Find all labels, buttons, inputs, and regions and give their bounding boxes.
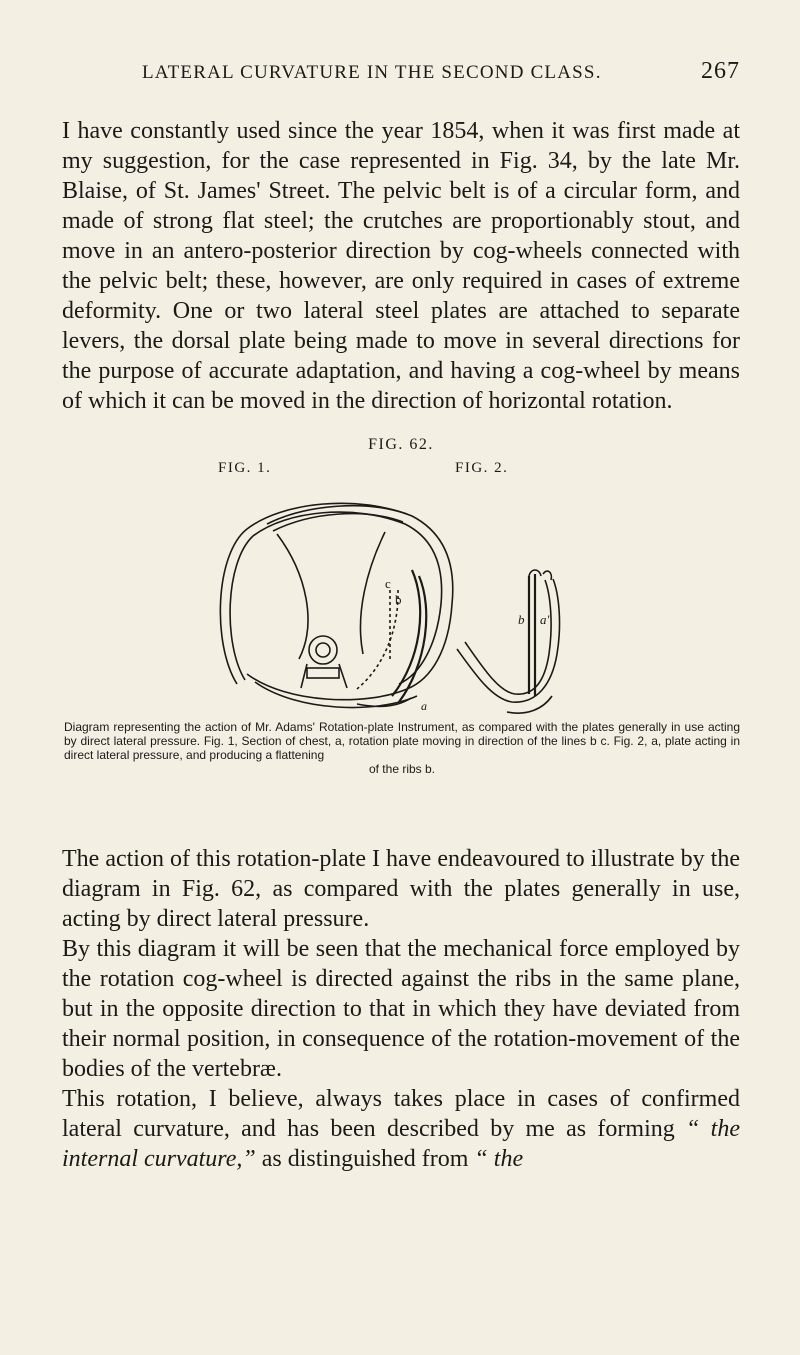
label-b-fig2: b	[518, 612, 525, 627]
figure-sub-label-1: FIG. 1.	[218, 460, 272, 476]
page-number: 267	[701, 58, 740, 84]
caption-last-line: of the ribs b.	[368, 762, 436, 776]
paragraph-2: The action of this rotation-plate I have endeavoured to illustrate by the diagram in Fig. 62, as compared with the plates generally in use, acting by direct lateral pressure.	[62, 846, 740, 932]
rotation-plate-2	[399, 576, 426, 702]
vertebra-body	[309, 636, 337, 664]
chest-outline-inner	[230, 512, 442, 684]
rotation-plate-diagram	[207, 484, 617, 719]
paragraph-3: By this diagram it will be seen that the mechanical force employed by the rotation cog-wheel is directed against the ribs in the same plane, but in the opposite direction to that in which they have deviated from their normal position, in consequence of the rotation-movement of the bodies of the vertebræ.	[62, 936, 740, 1082]
fig2-chest-section	[457, 570, 560, 713]
label-b: b	[395, 592, 402, 607]
fig2-rib-curve	[457, 579, 560, 702]
caption-text: Diagram representing the action of Mr. Adams' Rotation-plate Instrument, as compared with the plates generally in use acting by direct lateral pressure. Fig. 1, Section of chest, a, rotation plate moving in direction of the lines b c. Fig. 2, a, plate acting in direct lateral pressure, and producing a flattening	[64, 720, 740, 762]
label-a: a	[421, 699, 427, 713]
rib-line-left	[277, 534, 308, 659]
label-c: c	[385, 576, 391, 591]
rib-band-top-2	[273, 514, 403, 531]
paragraph-4-quote: “ the internal curvature,”	[62, 1116, 740, 1172]
rib-line-right	[360, 532, 385, 654]
paragraph-4-start: This rotation, I believe, always takes place in cases of confirmed lateral curvature, and has been described by me as forming	[62, 1086, 740, 1142]
vertebra-base	[307, 668, 339, 678]
rotation-line-b	[357, 590, 398, 689]
running-title: LATERAL CURVATURE IN THE SECOND CLASS.	[142, 62, 602, 83]
paragraph-4-end: “ the	[474, 1146, 524, 1172]
running-header	[62, 58, 740, 98]
paragraph-4-mid: as distinguished from	[255, 1146, 475, 1172]
figure-caption	[64, 720, 740, 776]
figure-sub-label-2: FIG. 2.	[455, 460, 509, 476]
figure-title: FIG. 62.	[368, 436, 434, 453]
chest-outline-outer	[220, 503, 452, 689]
paragraph-4	[62, 1084, 740, 1174]
rotation-plate	[392, 570, 420, 696]
page	[62, 58, 740, 1174]
fig2-plate-arm-2	[543, 571, 551, 580]
figure-62	[62, 436, 740, 838]
label-a-fig2: a'	[540, 612, 550, 627]
vertebra-canal	[316, 643, 330, 657]
paragraph-1: I have constantly used since the year 1854, when it was first made at my suggestion, for the case represented in Fig. 34, by the late Mr. Blaise, of St. James' Street. The pelvic belt is of a circular form, and made of strong flat steel; the crutches are proportionably stout, and move in an antero-posterior direction by cog-wheels connected with the pelvic belt; these, however, are only required in cases of extreme deformity. One or two lateral steel plates are attached to separate levers, the dorsal plate being made to move in several directions for the purpose of accurate adaptation, and having a cog-wheel by means of which it can be moved in the direction of horizontal rotation.	[62, 118, 740, 414]
fig1-chest-section	[220, 503, 452, 707]
